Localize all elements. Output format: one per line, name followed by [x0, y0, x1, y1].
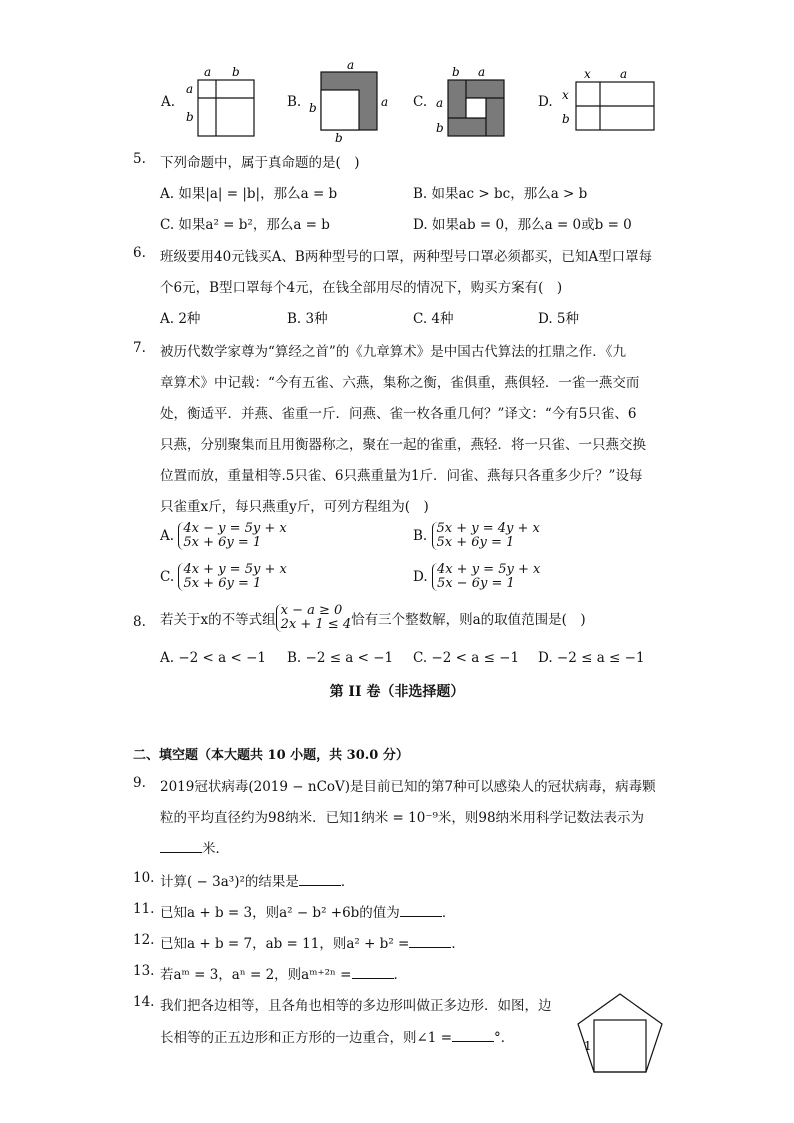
- q7-d-eq2: 5x − 6y = 1: [436, 576, 515, 591]
- question-7-number: 7.: [133, 340, 146, 356]
- question-11-stem: [160, 901, 455, 921]
- fig-c-left-a: a: [436, 96, 444, 110]
- part-2-heading: 第 II 卷（非选择题）: [329, 684, 465, 700]
- option-d-letter: D.: [538, 94, 553, 110]
- fig-d-top-x: x: [584, 67, 591, 81]
- fig-c-top-b: b: [452, 65, 460, 79]
- fig-d-top-a: a: [620, 67, 628, 81]
- question-12-stem: [160, 932, 465, 952]
- q13-answer-blank[interactable]: [352, 966, 394, 979]
- q14-answer-blank[interactable]: [452, 1029, 494, 1042]
- fig-b-left-b: b: [309, 101, 317, 115]
- q8-eq2: 2x + 1 ≤ 4: [280, 617, 352, 632]
- question-14-number: 14.: [133, 994, 155, 1010]
- question-9-line-2: 粒的平均直径约为98纳米．已知1纳米 = 10⁻⁹米，则98纳米用科学记数法表示为: [160, 810, 645, 826]
- question-6-option-b: B. 3种: [287, 311, 328, 327]
- q7-c-system: [178, 563, 286, 591]
- question-6-number: 6.: [133, 245, 146, 261]
- q7-d-letter: D.: [413, 569, 428, 585]
- q8-post: 恰有三个整数解，则a的取值范围是( ): [351, 612, 586, 628]
- figure-c-square-diagram: [432, 62, 512, 140]
- section-2-heading: 二、填空题（本大题共 10 小题，共 30.0 分）: [133, 748, 409, 763]
- question-6-option-d: D. 5种: [538, 311, 580, 327]
- fig-d-left-x: x: [562, 88, 569, 102]
- option-b-letter: B.: [287, 94, 302, 110]
- pentagon-square-figure: [574, 990, 666, 1076]
- q7-c-eq2: 5x + 6y = 1: [183, 576, 262, 591]
- fig-b-bottom-b: b: [335, 131, 343, 144]
- question-7-line-2: 章算术》中记载：“今有五雀、六燕，集称之衡，雀俱重，燕俱轻．一雀一燕交而: [160, 375, 640, 391]
- q7-a-letter: A.: [160, 528, 175, 544]
- q8-eq1: x − a ≥ 0: [280, 603, 343, 618]
- question-7-line-4: 只燕，分别聚集而且用衡器称之，聚在一起的雀重，燕轻．将一只雀、一只燕交换: [160, 437, 646, 453]
- fig-c-left-b: b: [436, 121, 444, 135]
- question-12-number: 12.: [133, 932, 155, 948]
- figure-d-rectangle-diagram: [558, 64, 662, 134]
- q7-b-eq2: 5x + 6y = 1: [436, 535, 515, 550]
- question-8-option-b: B. −2 ≤ a < −1: [287, 650, 394, 666]
- question-14-line-1: 我们把各边相等，且各角也相等的多边形叫做正多边形．如图，边: [160, 998, 552, 1014]
- question-6-line-1: 班级要用40元钱买A、B两种型号的口罩，两种型号口罩必须都买，已知A型口罩每: [160, 249, 653, 265]
- question-13-stem: [160, 963, 407, 983]
- option-a-letter: A.: [161, 94, 176, 110]
- q13-post: ．: [393, 967, 407, 983]
- question-9-line-1: 2019冠状病毒(2019 − nCoV)是目前已知的第7种可以感染人的冠状病毒，病毒颗: [160, 779, 656, 795]
- fig-b-top-a: a: [347, 60, 355, 72]
- q10-answer-blank[interactable]: [299, 873, 341, 886]
- q8-pre: 若关于x的不等式组: [160, 612, 276, 628]
- question-5-option-c: C. 如果a² = b²，那么a = b: [160, 217, 330, 233]
- q14-pre: 长相等的正五边形和正方形的一边重合，则∠1 =: [160, 1030, 453, 1046]
- question-14-line-2: [160, 1026, 514, 1046]
- question-13-number: 13.: [133, 963, 155, 979]
- q11-post: ．: [441, 905, 456, 921]
- question-5-stem: 下列命题中，属于真命题的是( ): [160, 155, 360, 171]
- question-10-number: 10.: [133, 870, 155, 886]
- question-5-number: 5.: [133, 151, 146, 167]
- question-7-line-1: 被历代数学家尊为“算经之首”的《九章算术》是中国古代算法的扛鼎之作．《九: [160, 344, 627, 360]
- question-8-option-c: C. −2 < a ≤ −1: [413, 650, 520, 666]
- q7-b-eq1: 5x + y = 4y + x: [436, 521, 540, 536]
- q10-post: ．: [340, 874, 355, 890]
- question-9-line-3: [160, 837, 229, 857]
- question-5-option-a: A. 如果|a| = |b|，那么a = b: [160, 186, 338, 202]
- angle-1-label: 1: [584, 1039, 592, 1053]
- question-6-option-c: C. 4种: [413, 311, 454, 327]
- fig-a-left-a: a: [186, 82, 194, 96]
- question-7-option-a: [160, 522, 287, 550]
- question-7-option-b: [413, 522, 540, 550]
- question-9-number: 9.: [133, 775, 146, 791]
- fig-d-left-b: b: [562, 112, 570, 126]
- q12-pre: 已知a + b = 7，ab = 11，则a² + b² =: [160, 936, 410, 952]
- question-8-stem: [160, 604, 586, 632]
- q14-post: °．: [494, 1030, 515, 1046]
- question-10-stem: [160, 870, 354, 890]
- question-6-line-2: 个6元，B型口罩每个4元，在钱全部用尽的情况下，购买方案有( ): [160, 280, 563, 296]
- option-c-letter: C.: [413, 94, 428, 110]
- q7-d-system: [432, 563, 540, 591]
- fig-b-right-a: a: [381, 95, 389, 109]
- fig-a-top-b: b: [232, 65, 240, 79]
- question-7-line-6: 只雀重x斤，每只燕重y斤，可列方程组为( ): [160, 499, 429, 515]
- q12-post: ．: [451, 936, 465, 952]
- question-7-option-c: [160, 563, 287, 591]
- question-8-option-d: D. −2 ≤ a ≤ −1: [538, 650, 645, 666]
- q8-inequality-system: [276, 604, 351, 632]
- question-8-number: 8.: [133, 614, 146, 630]
- q7-c-letter: C.: [160, 569, 175, 585]
- question-7-line-5: 位置而放，重量相等.5只雀、6只燕重量为1斤．问雀、燕每只各重多少斤？”设每: [160, 468, 643, 484]
- q7-a-eq1: 4x − y = 5y + x: [183, 521, 287, 536]
- q10-pre: 计算( − 3a³)²的结果是: [160, 874, 299, 890]
- fig-a-left-b: b: [186, 110, 194, 124]
- q11-answer-blank[interactable]: [400, 904, 442, 917]
- q7-d-eq1: 4x + y = 5y + x: [436, 562, 541, 577]
- q7-b-system: [432, 522, 540, 550]
- q7-a-system: [178, 522, 286, 550]
- q7-b-letter: B.: [413, 528, 428, 544]
- question-5-option-d: D. 如果ab = 0，那么a = 0或b = 0: [413, 217, 632, 233]
- fig-c-top-a: a: [478, 65, 486, 79]
- question-8-option-a: A. −2 < a < −1: [160, 650, 266, 666]
- q7-c-eq1: 4x + y = 5y + x: [183, 562, 287, 577]
- figure-a-square-diagram: [180, 62, 260, 140]
- fig-a-top-a: a: [204, 65, 212, 79]
- q12-answer-blank[interactable]: [409, 935, 451, 948]
- q9-tail: 米．: [202, 841, 229, 857]
- question-7-option-d: [413, 563, 540, 591]
- question-5-option-b: B. 如果ac > bc，那么a > b: [413, 186, 588, 202]
- question-7-line-3: 处，衡适平．并燕、雀重一斤．问燕、雀一枚各重几何？”译文：“今有5只雀、6: [160, 406, 637, 422]
- question-6-option-a: A. 2种: [160, 311, 201, 327]
- q9-answer-blank[interactable]: [160, 840, 202, 853]
- q11-pre: 已知a + b = 3，则a² − b² +6b的值为: [160, 905, 400, 921]
- q7-a-eq2: 5x + 6y = 1: [183, 535, 262, 550]
- q13-pre: 若aᵐ = 3，aⁿ = 2，则aᵐ⁺²ⁿ =: [160, 967, 352, 983]
- figure-b-square-diagram: [305, 60, 395, 144]
- question-11-number: 11.: [133, 901, 155, 917]
